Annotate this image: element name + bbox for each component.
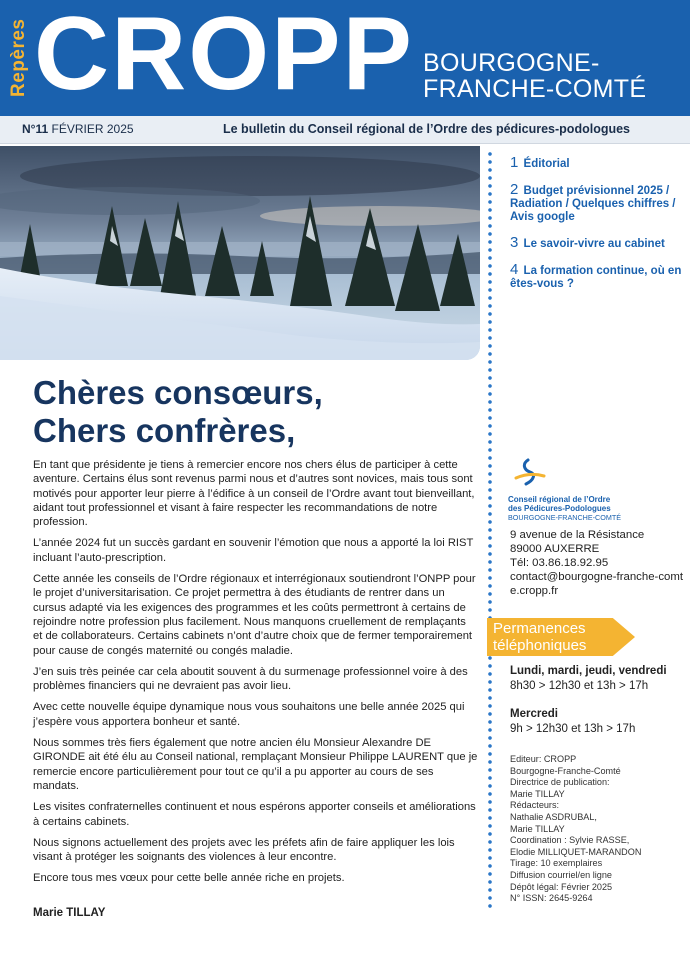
logo-name-line-2: des Pédicures-Podologues <box>508 504 611 513</box>
credit-line: Marie TILLAY <box>510 788 565 799</box>
permanences-title: Permanences téléphoniques <box>493 620 587 654</box>
credit-line: Marie TILLAY <box>510 823 565 834</box>
credit-line: Elodie MILLIQUET-MARANDON <box>510 846 642 857</box>
region-name <box>423 50 683 102</box>
paragraph: Cette année les conseils de l’Ordre régionaux et interrégionaux soutiendront l’ONPP pour le projet d’universitarisation. Ce projet permettra à des étudiants de rentrer dans un cursus adapté via les exigences des programmes et les coûts permettront à certains de rejoindre notre profession plus facilement. Nous manquons cruellement de remplaçants et de collaborateurs. Certains cabinets n’ont d’autre choix que de fermer temporairement pour cause de congés maternité ou congés maladie. <box>33 573 476 657</box>
paragraph: Nous sommes très fiers également que notre ancien élu Monsieur Alexandre DE GIRONDE ait été élu au Conseil national, remplaçant Monsieur Philippe LAURENT que je remercie encore particulièrement pour tout ce qu’il a pu apporter au cours de ses mandats. <box>33 737 478 792</box>
address-phone[interactable]: Tél: 03.86.18.92.95 <box>510 557 609 569</box>
toc-number: 1 <box>510 154 519 171</box>
paragraph: L’année 2024 fut un succès gardant en souvenir l’émotion que nous a apporté la loi RIST incluant l’auto-prescription. <box>33 537 474 564</box>
credit-line: Bourgogne-Franche-Comté <box>510 765 621 776</box>
toc-number: 3 <box>510 234 519 251</box>
editorial-body <box>33 458 478 893</box>
credit-line: Rédacteurs: <box>510 800 560 811</box>
issue-date: FÉVRIER 2025 <box>51 122 134 136</box>
heading-line-2: Chers confrères, <box>33 412 296 449</box>
bulletin-tagline: Le bulletin du Conseil régional de l’Ordre des pédicures-podologues <box>223 122 631 136</box>
toc-item-budget[interactable] <box>510 183 685 224</box>
winter-landscape-photo <box>0 146 480 360</box>
paragraph: En tant que présidente je tiens à remercier encore nos chers élus de participer à cette aventure. Certains élus sont revenus parmi nous et d’autres sont novices, mais tous sont motivés pour apporter leur pierre à l’édifice à un conseil de l’Ordre avant tout bienveillant, aidant tout professionnel et visant à faire respecter les recommandations de notre profession. <box>33 459 475 529</box>
toc-number: 2 <box>510 181 519 198</box>
region-line-2: FRANCHE-COMTÉ <box>423 75 647 103</box>
logo-name <box>508 495 678 513</box>
credit-line: Dépôt légal: Février 2025 <box>510 881 613 892</box>
issue-number: N°11 <box>22 122 49 136</box>
hours-days: Mercredi <box>510 708 558 720</box>
issue-info <box>22 122 134 136</box>
brand-vertical-label: Repères <box>8 18 29 98</box>
issue-bar <box>0 116 690 144</box>
hours-times: 9h > 12h30 et 13h > 17h <box>510 722 636 735</box>
publication-credits <box>510 754 688 905</box>
toc-label: Le savoir-vivre au cabinet <box>523 238 665 250</box>
contact-address <box>510 528 685 598</box>
credit-line: Diffusion courriel/en ligne <box>510 869 612 880</box>
brand-title: CROPP <box>34 0 414 112</box>
toc-item-formation[interactable] <box>510 263 685 291</box>
credit-line: Nathalie ASDRUBAL, <box>510 811 597 822</box>
region-line-1: BOURGOGNE- <box>423 49 600 77</box>
council-logo <box>508 458 678 522</box>
credit-line: N° ISSN: 2645-9264 <box>510 893 593 904</box>
toc-label: La formation continue, où en êtes-vous ? <box>510 265 682 290</box>
credit-line: Coordination : Sylvie RASSE, <box>510 835 630 846</box>
toc-label: Budget prévisionnel 2025 / Radiation / Quelques chiffres / Avis google <box>510 185 676 223</box>
signature: Marie TILLAY <box>33 907 106 919</box>
column-divider <box>487 150 493 910</box>
footprint-logo-icon <box>510 458 550 488</box>
paragraph: Nous signons actuellement des projets avec les préfets afin de faire appliquer les lois visant à protéger les soignants des violences à leur encontre. <box>33 836 455 864</box>
address-street: 9 avenue de la Résistance <box>510 529 645 541</box>
logo-name-line-1: Conseil régional de l’Ordre <box>508 495 611 504</box>
hours-times: 8h30 > 12h30 et 13h > 17h <box>510 679 649 692</box>
address-city: 89000 AUXERRE <box>510 543 600 555</box>
hours-days: Lundi, mardi, jeudi, vendredi <box>510 665 667 677</box>
table-of-contents <box>510 156 685 303</box>
hours-block-weekdays <box>510 664 688 693</box>
phone-hours <box>510 664 688 750</box>
editorial-heading <box>33 374 473 450</box>
credit-line: Tirage: 10 exemplaires <box>510 858 603 869</box>
logo-region: BOURGOGNE-FRANCHE-COMTÉ <box>508 513 622 522</box>
paragraph: J’en suis très peinée car cela aboutit souvent à du surmenage professionnel voire à des problèmes financiers qui ne devraient pas avoir lieu. <box>33 665 468 693</box>
hours-block-wednesday <box>510 707 688 736</box>
paragraph: Les visites confraternelles continuent et nous espérons apporter conseils et améliorations à certains cabinets. <box>33 801 476 828</box>
paragraph: Avec cette nouvelle équipe dynamique nous vous souhaitons une belle année 2025 qui j’espère vous apportera bonheur et santé. <box>33 701 465 728</box>
snow-forest-illustration <box>0 146 480 360</box>
heading-line-1: Chères consœurs, <box>33 374 323 411</box>
credit-line: Editeur: CROPP <box>510 754 577 764</box>
toc-item-savoir-vivre[interactable] <box>510 236 685 251</box>
toc-item-editorial[interactable] <box>510 156 685 171</box>
credit-line: Directrice de publication: <box>510 777 610 788</box>
paragraph: Encore tous mes vœux pour cette belle année riche en projets. <box>33 872 345 885</box>
toc-number: 4 <box>510 261 519 278</box>
masthead <box>0 0 690 116</box>
address-email[interactable]: contact@bourgogne-franche-comte.cropp.fr <box>510 571 684 597</box>
toc-label: Éditorial <box>523 158 570 170</box>
